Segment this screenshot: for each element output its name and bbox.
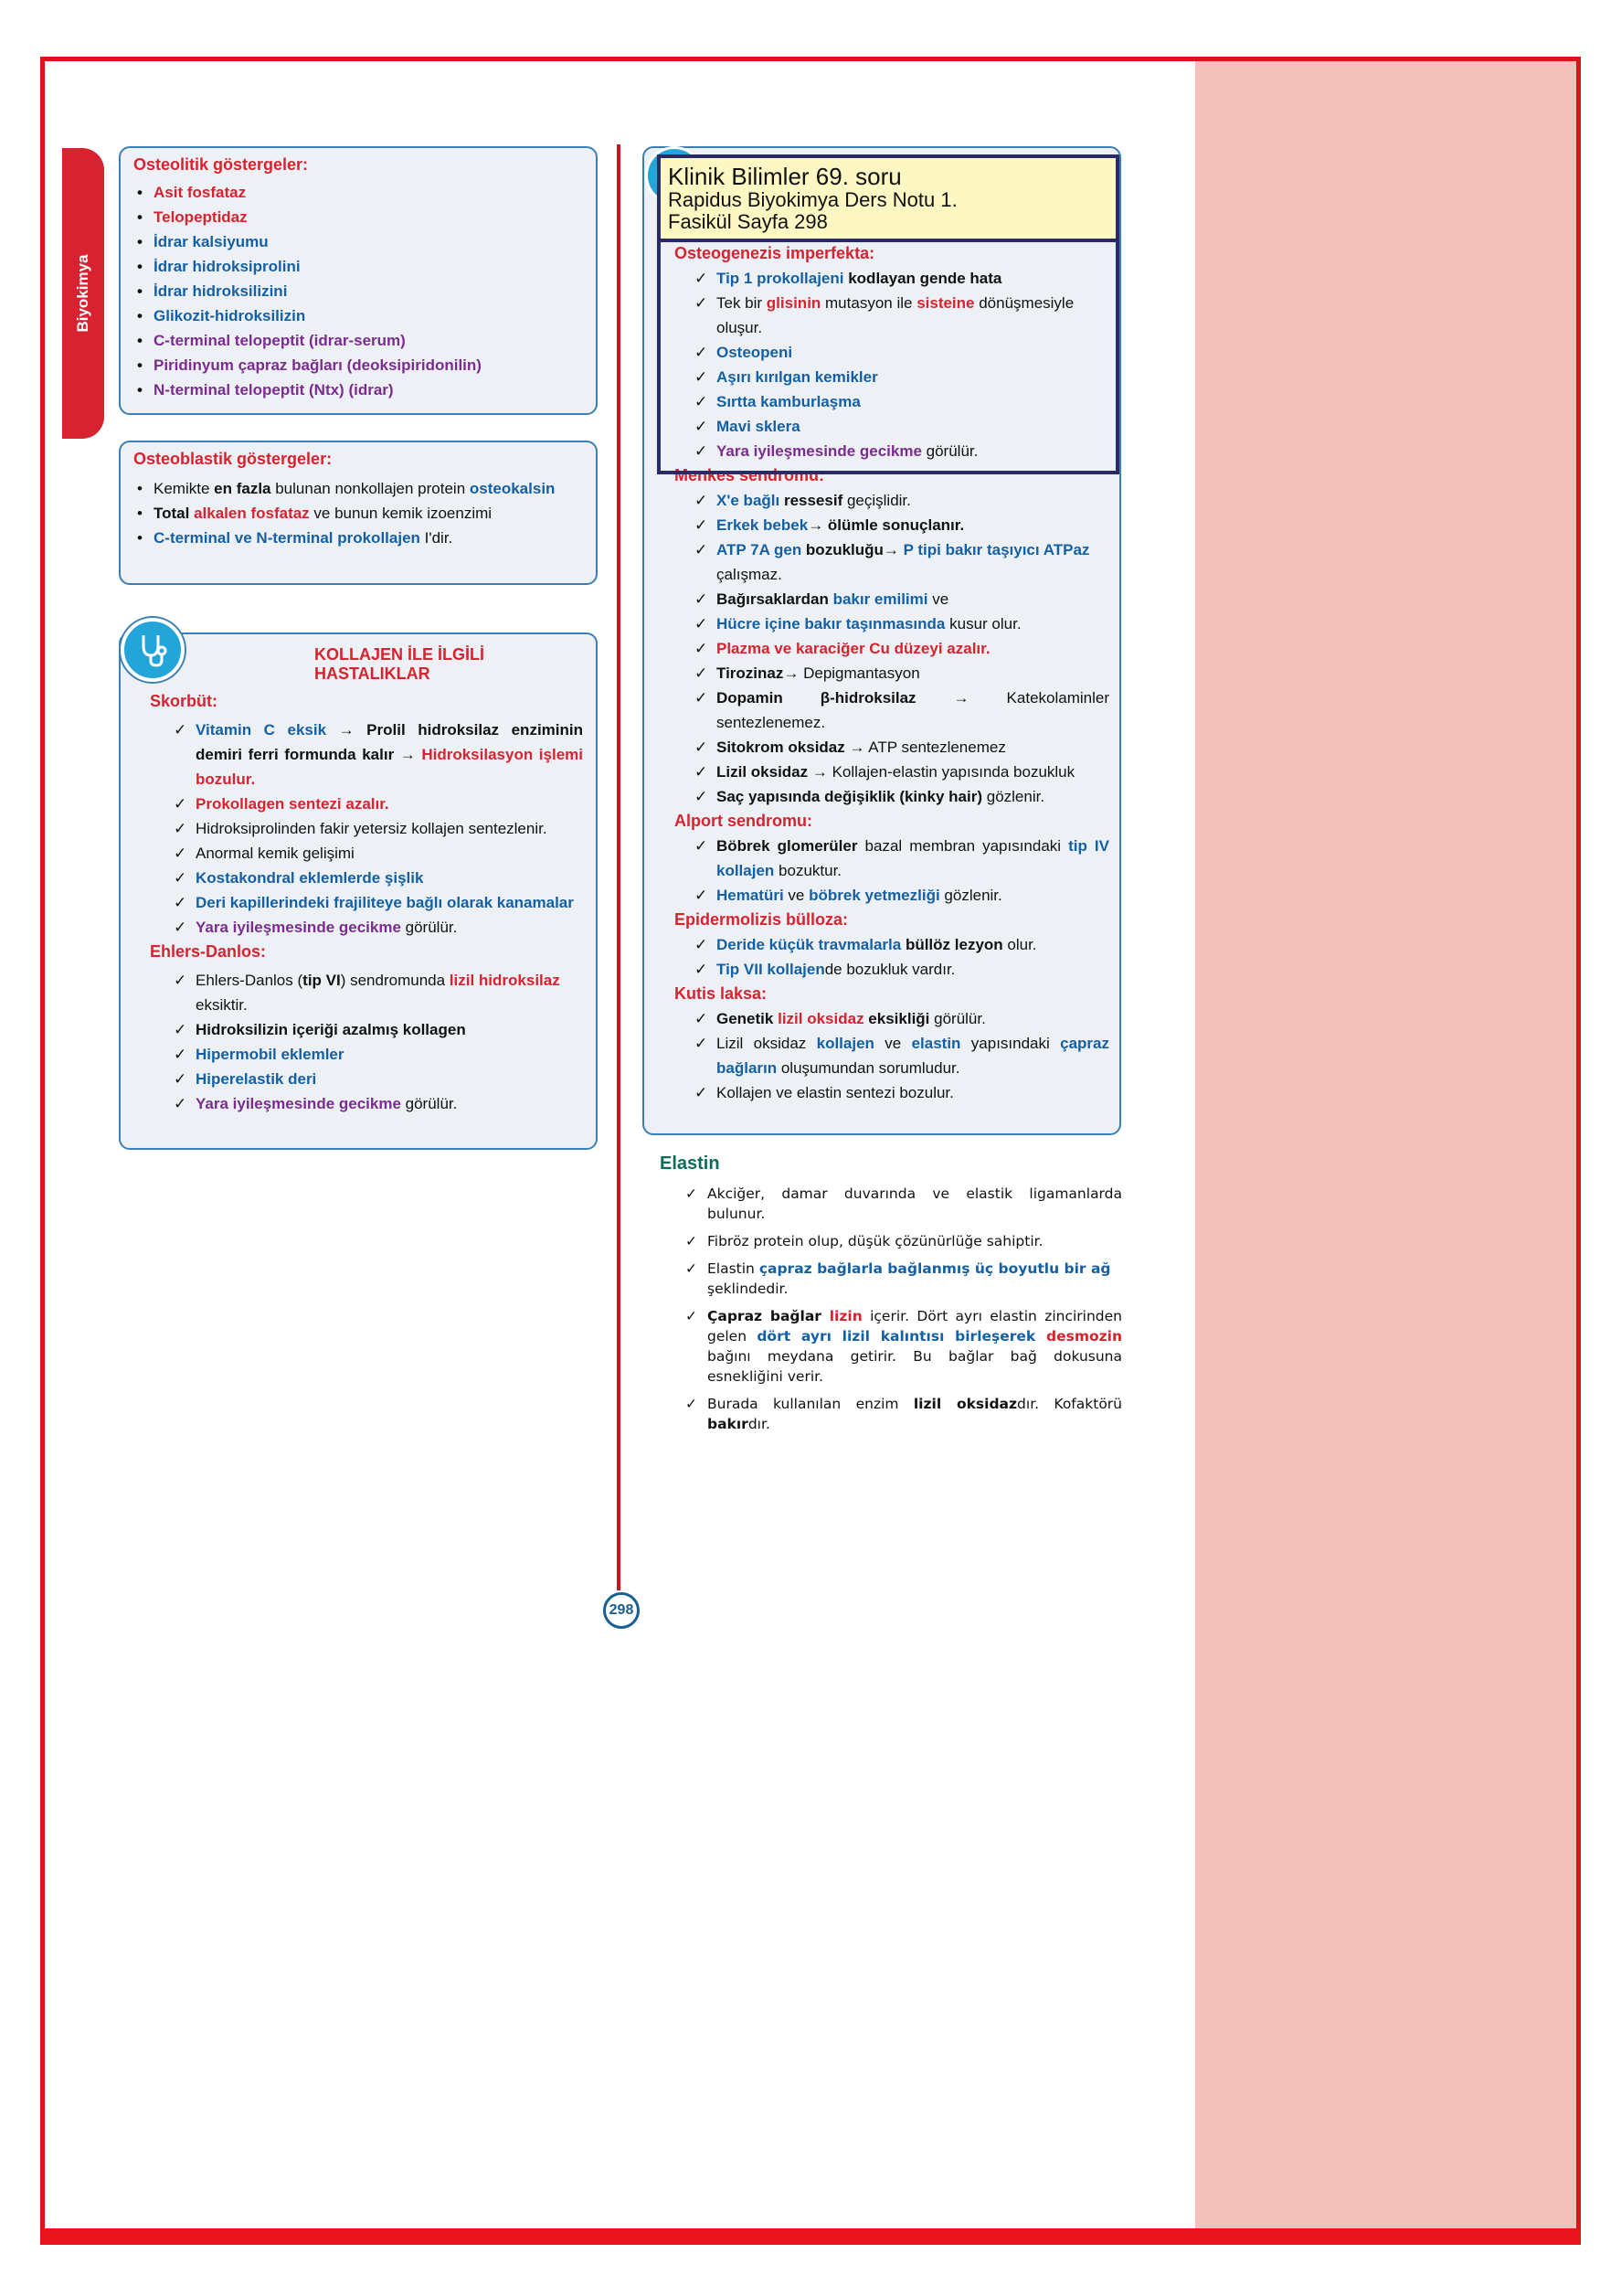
list-item: ✓ Anormal kemik gelişimi xyxy=(174,841,583,866)
osteolitik-title: Osteolitik göstergeler: xyxy=(133,155,309,174)
epidermolizis-list xyxy=(694,932,1109,982)
list-item: ✓ Hematüri ve böbrek yetmezliği gözlenir. xyxy=(694,883,1109,908)
list-item: ✓ Hücre içine bakır taşınmasında kusur olur. xyxy=(694,611,1109,636)
ehlers-heading: Ehlers-Danlos: xyxy=(150,942,267,961)
list-item: • Telopeptidaz xyxy=(133,205,583,229)
osteolitik-box xyxy=(119,146,598,415)
list-item: ✓ X'e bağlı ressesif geçişlidir. xyxy=(694,488,1109,513)
list-item: • C-terminal ve N-terminal prokollajen I'dir. xyxy=(133,526,583,550)
list-item: ✓ Tek bir glisinin mutasyon ile sisteine dönüşmesiyle oluşur. xyxy=(694,291,1109,340)
list-item: ✓ Tip VII kollajende bozukluk vardır. xyxy=(694,957,1109,982)
list-item: • İdrar hidroksilizini xyxy=(133,279,583,303)
elastin-title: Elastin xyxy=(660,1153,720,1174)
note-line-1: Klinik Bilimler 69. soru xyxy=(668,163,902,190)
list-item: ✓ ATP 7A gen bozukluğu→ P tipi bakır taşıyıcı ATPaz çalışmaz. xyxy=(694,537,1109,587)
list-item: ✓ Osteopeni xyxy=(694,340,1109,365)
list-item: • İdrar hidroksiprolini xyxy=(133,254,583,279)
list-item: ✓ Yara iyileşmesinde gecikme görülür. xyxy=(174,1091,583,1116)
list-item: • İdrar kalsiyumu xyxy=(133,229,583,254)
list-item: • Total alkalen fosfataz ve bunun kemik izoenzimi xyxy=(133,501,583,526)
osteolitik-list xyxy=(133,180,583,402)
margin-panel xyxy=(1195,61,1576,2228)
elastin-list xyxy=(685,1184,1122,1441)
list-item: ✓ Burada kullanılan enzim lizil oksidazdır. Kofaktörü bakırdır. xyxy=(685,1394,1122,1434)
kollajen-box xyxy=(119,632,598,1150)
list-item: ✓ Lizil oksidaz kollajen ve elastin yapısındaki çapraz bağların oluşumundan sorumludur. xyxy=(694,1031,1109,1080)
side-tab-label: Biyokimya xyxy=(74,254,91,333)
list-item: ✓ Elastin çapraz bağlarla bağlanmış üç boyutlu bir ağ şeklindedir. xyxy=(685,1259,1122,1299)
menkes-list xyxy=(694,488,1109,809)
osteoblastik-title: Osteoblastik göstergeler: xyxy=(133,450,333,468)
list-item: ✓ Deride küçük travmalarla büllöz lezyon olur. xyxy=(694,932,1109,957)
list-item: ✓ Çapraz bağlar lizin içerir. Dört ayrı elastin zincirinden gelen dört ayrı lizil kalıntısı birleşerek desmozin bağını meydana getirir. Bu bağlar bağ dokusuna esnekliğini verir. xyxy=(685,1306,1122,1387)
list-item: ✓ Hiperelastik deri xyxy=(174,1067,583,1091)
kutis-list xyxy=(694,1006,1109,1105)
alport-list xyxy=(694,834,1109,908)
list-item: ✓ Akciğer, damar duvarında ve elastik ligamanlarda bulunur. xyxy=(685,1184,1122,1224)
list-item: ✓ Sitokrom oksidaz → ATP sentezlenemez xyxy=(694,735,1109,760)
list-item: ✓ Kollajen ve elastin sentezi bozulur. xyxy=(694,1080,1109,1105)
list-item: ✓ Erkek bebek→ ölümle sonuçlanır. xyxy=(694,513,1109,537)
list-item: ✓ Genetik lizil oksidaz eksikliği görülür. xyxy=(694,1006,1109,1031)
bottom-bar xyxy=(40,2228,1581,2245)
side-tab xyxy=(62,148,104,439)
list-item: ✓ Hidroksilizin içeriği azalmış kollagen xyxy=(174,1017,583,1042)
column-divider xyxy=(617,144,620,1590)
list-item: ✓ Böbrek glomerüler bazal membran yapısındaki tip IV kollajen bozuktur. xyxy=(694,834,1109,883)
list-item: ✓ Prokollagen sentezi azalır. xyxy=(174,792,583,816)
list-item: ✓ Dopamin β-hidroksilaz → Katekolaminler sentezlenemez. xyxy=(694,686,1109,735)
kollajen-title: KOLLAJEN İLE İLGİLİ HASTALIKLAR xyxy=(314,645,485,683)
list-item: ✓ Bağırsaklardan bakır emilimi ve xyxy=(694,587,1109,611)
ehlers-list xyxy=(174,968,583,1116)
list-item: ✓ Saç yapısında değişiklik (kinky hair) gözlenir. xyxy=(694,784,1109,809)
list-item: • Glikozit-hidroksilizin xyxy=(133,303,583,328)
list-item: • Kemikte en fazla bulunan nonkollajen protein osteokalsin xyxy=(133,476,583,501)
kutis-heading: Kutis laksa: xyxy=(674,984,768,1003)
skorbut-heading: Skorbüt: xyxy=(150,692,217,710)
oi-heading: Osteogenezis imperfekta: xyxy=(674,244,875,262)
list-item: • C-terminal telopeptit (idrar-serum) xyxy=(133,328,583,353)
menkes-heading: Menkes sendromu: xyxy=(674,466,825,484)
alport-heading: Alport sendromu: xyxy=(674,812,812,830)
list-item: ✓ Hipermobil eklemler xyxy=(174,1042,583,1067)
sticky-note xyxy=(657,154,1119,242)
note-line-2: Rapidus Biyokimya Ders Notu 1. xyxy=(668,188,958,211)
list-item: ✓ Vitamin C eksik → Prolil hidroksilaz enziminin demiri ferri formunda kalır → Hidroksilasyon işlemi bozulur. xyxy=(174,718,583,792)
list-item: • N-terminal telopeptit (Ntx) (idrar) xyxy=(133,377,583,402)
osteoblastik-box xyxy=(119,441,598,585)
osteoblastik-list xyxy=(133,476,583,550)
list-item: • Piridinyum çapraz bağları (deoksipiridonilin) xyxy=(133,353,583,377)
list-item: ✓ Fibröz protein olup, düşük çözünürlüğe sahiptir. xyxy=(685,1231,1122,1251)
list-item: ✓ Hidroksiprolinden fakir yetersiz kollajen sentezlenir. xyxy=(174,816,583,841)
list-item: ✓ Deri kapillerindeki frajiliteye bağlı olarak kanamalar xyxy=(174,890,583,915)
skorbut-list xyxy=(174,718,583,940)
list-item: ✓ Sırtta kamburlaşma xyxy=(694,389,1109,414)
list-item: ✓ Yara iyileşmesinde gecikme görülür. xyxy=(694,439,1109,463)
list-item: • Asit fosfataz xyxy=(133,180,583,205)
page-number: 298 xyxy=(603,1592,640,1629)
list-item: ✓ Ehlers-Danlos (tip VI) sendromunda lizil hidroksilaz eksiktir. xyxy=(174,968,583,1017)
stethoscope-icon xyxy=(121,618,185,682)
list-item: ✓ Tirozinaz→ Depigmantasyon xyxy=(694,661,1109,686)
list-item: ✓ Lizil oksidaz → Kollajen-elastin yapısında bozukluk xyxy=(694,760,1109,784)
list-item: ✓ Plazma ve karaciğer Cu düzeyi azalır. xyxy=(694,636,1109,661)
list-item: ✓ Aşırı kırılgan kemikler xyxy=(694,365,1109,389)
epidermolizis-heading: Epidermolizis bülloza: xyxy=(674,910,849,929)
list-item: ✓ Yara iyileşmesinde gecikme görülür. xyxy=(174,915,583,940)
list-item: ✓ Tip 1 prokollajeni kodlayan gende hata xyxy=(694,266,1109,291)
list-item: ✓ Mavi sklera xyxy=(694,414,1109,439)
note-line-3: Fasikül Sayfa 298 xyxy=(668,210,828,233)
list-item: ✓ Kostakondral eklemlerde şişlik xyxy=(174,866,583,890)
note-highlight-frame xyxy=(657,240,1119,474)
